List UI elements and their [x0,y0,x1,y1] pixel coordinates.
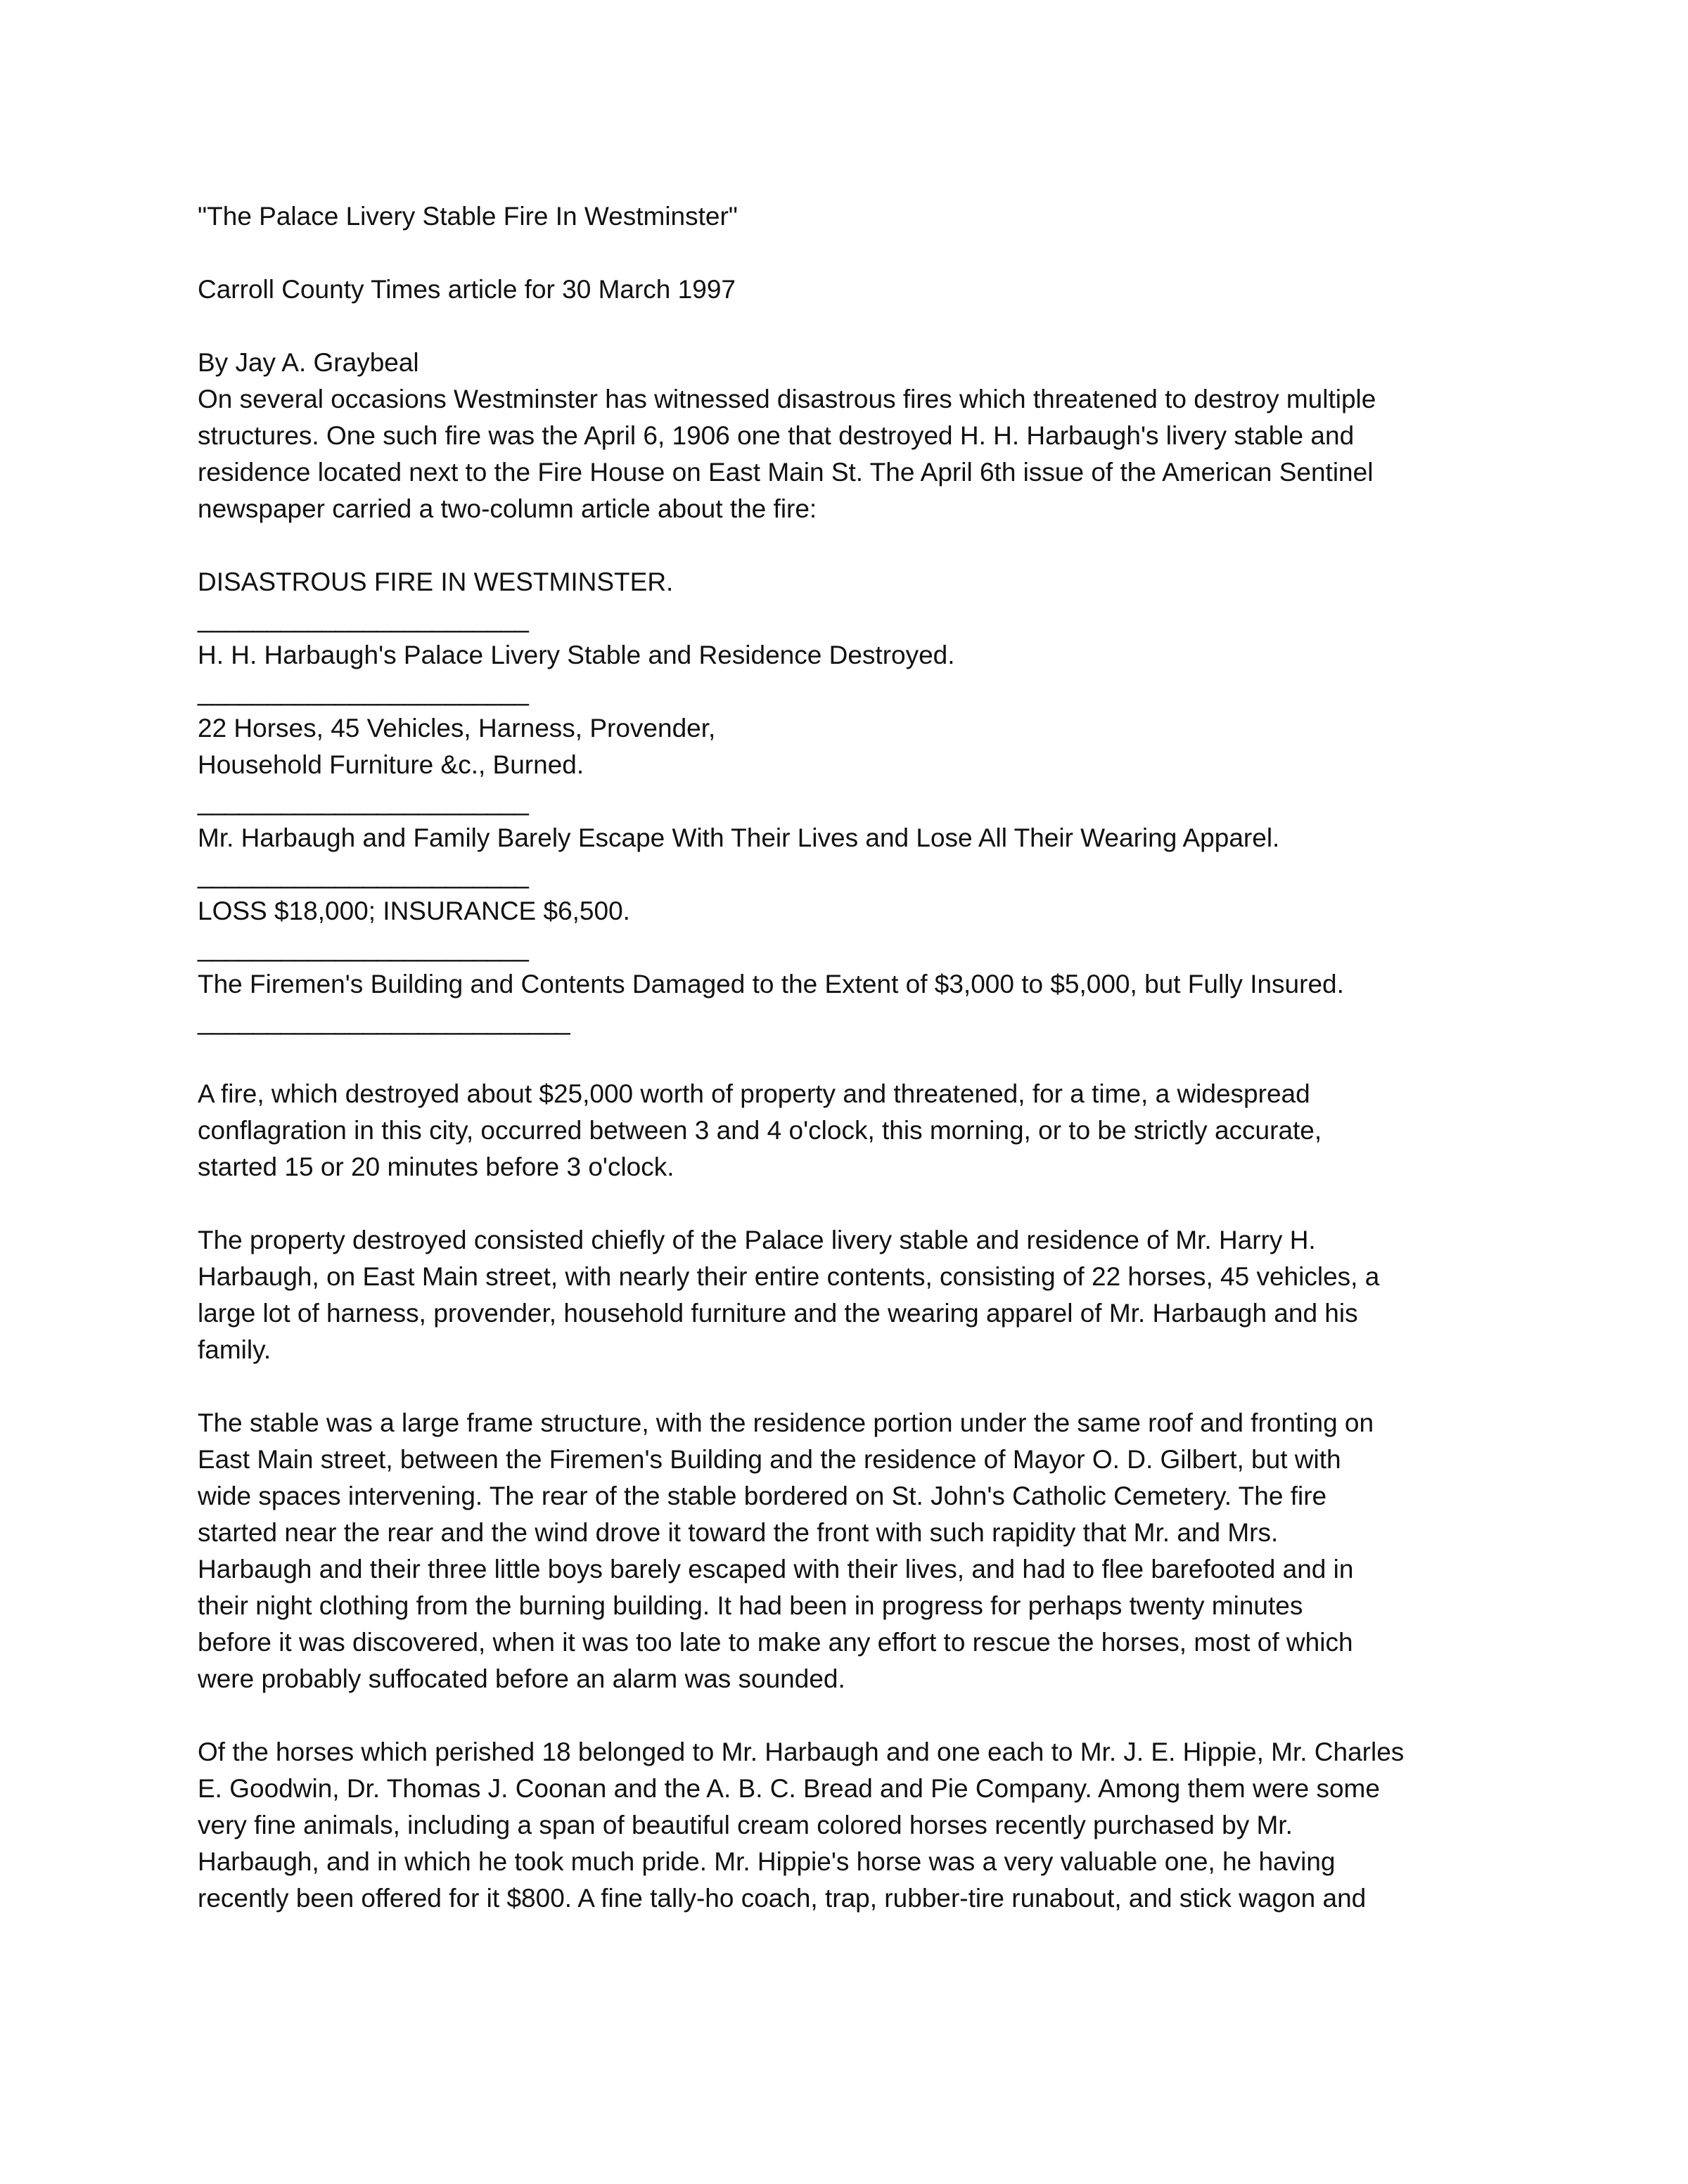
text-line: wide spaces intervening. The rear of the stable bordered on St. John's Catholic Cemetery. The fire [198,1482,1327,1510]
text-line: recently been offered for it $800. A fine tally-ho coach, trap, rubber-tire runabout, and stick wagon and [198,1884,1367,1913]
text-line: The property destroyed consisted chiefly of the Palace livery stable and residence of Mr. Harry H. [198,1226,1316,1254]
text-line: Of the horses which perished 18 belonged to Mr. Harbaugh and one each to Mr. J. E. Hippie, Mr. Charles [198,1737,1405,1766]
text-line: started 15 or 20 minutes before 3 o'clock. [198,1152,674,1181]
separator-rule: ________________________ [198,860,528,889]
blank-line [198,527,1534,564]
text-line: E. Goodwin, Dr. Thomas J. Coonan and the A. B. C. Bread and Pie Company. Among them were some [198,1774,1380,1803]
blank-line [198,1368,1534,1405]
text-line: Harbaugh, on East Main street, with nearly their entire contents, consisting of 22 horses, 45 vehicles, a [198,1262,1380,1291]
text-line: their night clothing from the burning building. It had been in progress for perhaps twenty minutes [198,1591,1303,1620]
text-line: Harbaugh, and in which he took much pride. Mr. Hippie's horse was a very valuable one, he having [198,1847,1336,1876]
text-line: Household Furniture &c., Burned. [198,750,584,779]
text-line: residence located next to the Fire House on East Main St. The April 6th issue of the American Sentinel [198,458,1374,487]
separator-rule: ________________________ [198,933,528,962]
text-line: structures. One such fire was the April 6, 1906 one that destroyed H. H. Harbaugh's livery stable and [198,421,1355,450]
separator-rule: ________________________ [198,604,528,633]
text-line: A fire, which destroyed about $25,000 worth of property and threatened, for a time, a widespread [198,1079,1310,1108]
text-line: The Firemen's Building and Contents Damaged to the Extent of $3,000 to $5,000, but Fully Insured. [198,970,1344,998]
text-line: before it was discovered, when it was too late to make any effort to rescue the horses, most of which [198,1628,1353,1657]
text-line: were probably suffocated before an alarm was sounded. [198,1664,845,1693]
text-line: conflagration in this city, occurred between 3 and 4 o'clock, this morning, or to be strictly accurate, [198,1116,1322,1145]
document-body [198,198,1534,1917]
text-line: large lot of harness, provender, household furniture and the wearing apparel of Mr. Harbaugh and his [198,1299,1358,1328]
text-line: H. H. Harbaugh's Palace Livery Stable and Residence Destroyed. [198,641,955,669]
text-line: very fine animals, including a span of beautiful cream colored horses recently purchased by Mr. [198,1811,1293,1839]
text-line: family. [198,1335,271,1364]
text-line: By Jay A. Graybeal [198,348,419,377]
text-line: 22 Horses, 45 Vehicles, Harness, Provender, [198,714,716,743]
text-line: DISASTROUS FIRE IN WESTMINSTER. [198,567,674,596]
document-title: "The Palace Livery Stable Fire In Westminster" [198,202,738,231]
text-line: started near the rear and the wind drove it toward the front with such rapidity that Mr. and Mrs. [198,1518,1279,1547]
text-line: LOSS $18,000; INSURANCE $6,500. [198,897,630,925]
blank-line [198,235,1534,271]
separator-rule: ________________________ [198,787,528,816]
separator-rule: ___________________________ [198,1006,570,1035]
blank-line [198,1697,1534,1734]
text-line: East Main street, between the Firemen's Building and the residence of Mayor O. D. Gilbert, but with [198,1445,1341,1474]
separator-rule: ________________________ [198,677,528,706]
blank-line [198,1039,1534,1076]
text-line: Mr. Harbaugh and Family Barely Escape With Their Lives and Lose All Their Wearing Apparel. [198,823,1280,852]
text-line: Carroll County Times article for 30 March 1997 [198,275,736,304]
text-line: newspaper carried a two-column article about the fire: [198,494,817,523]
text-line: The stable was a large frame structure, with the residence portion under the same roof and fronting on [198,1408,1374,1437]
blank-line [198,308,1534,345]
blank-line [198,1186,1534,1222]
text-line: On several occasions Westminster has witnessed disastrous fires which threatened to destroy multiple [198,385,1376,413]
text-line: Harbaugh and their three little boys barely escaped with their lives, and had to flee barefooted and in [198,1555,1354,1584]
